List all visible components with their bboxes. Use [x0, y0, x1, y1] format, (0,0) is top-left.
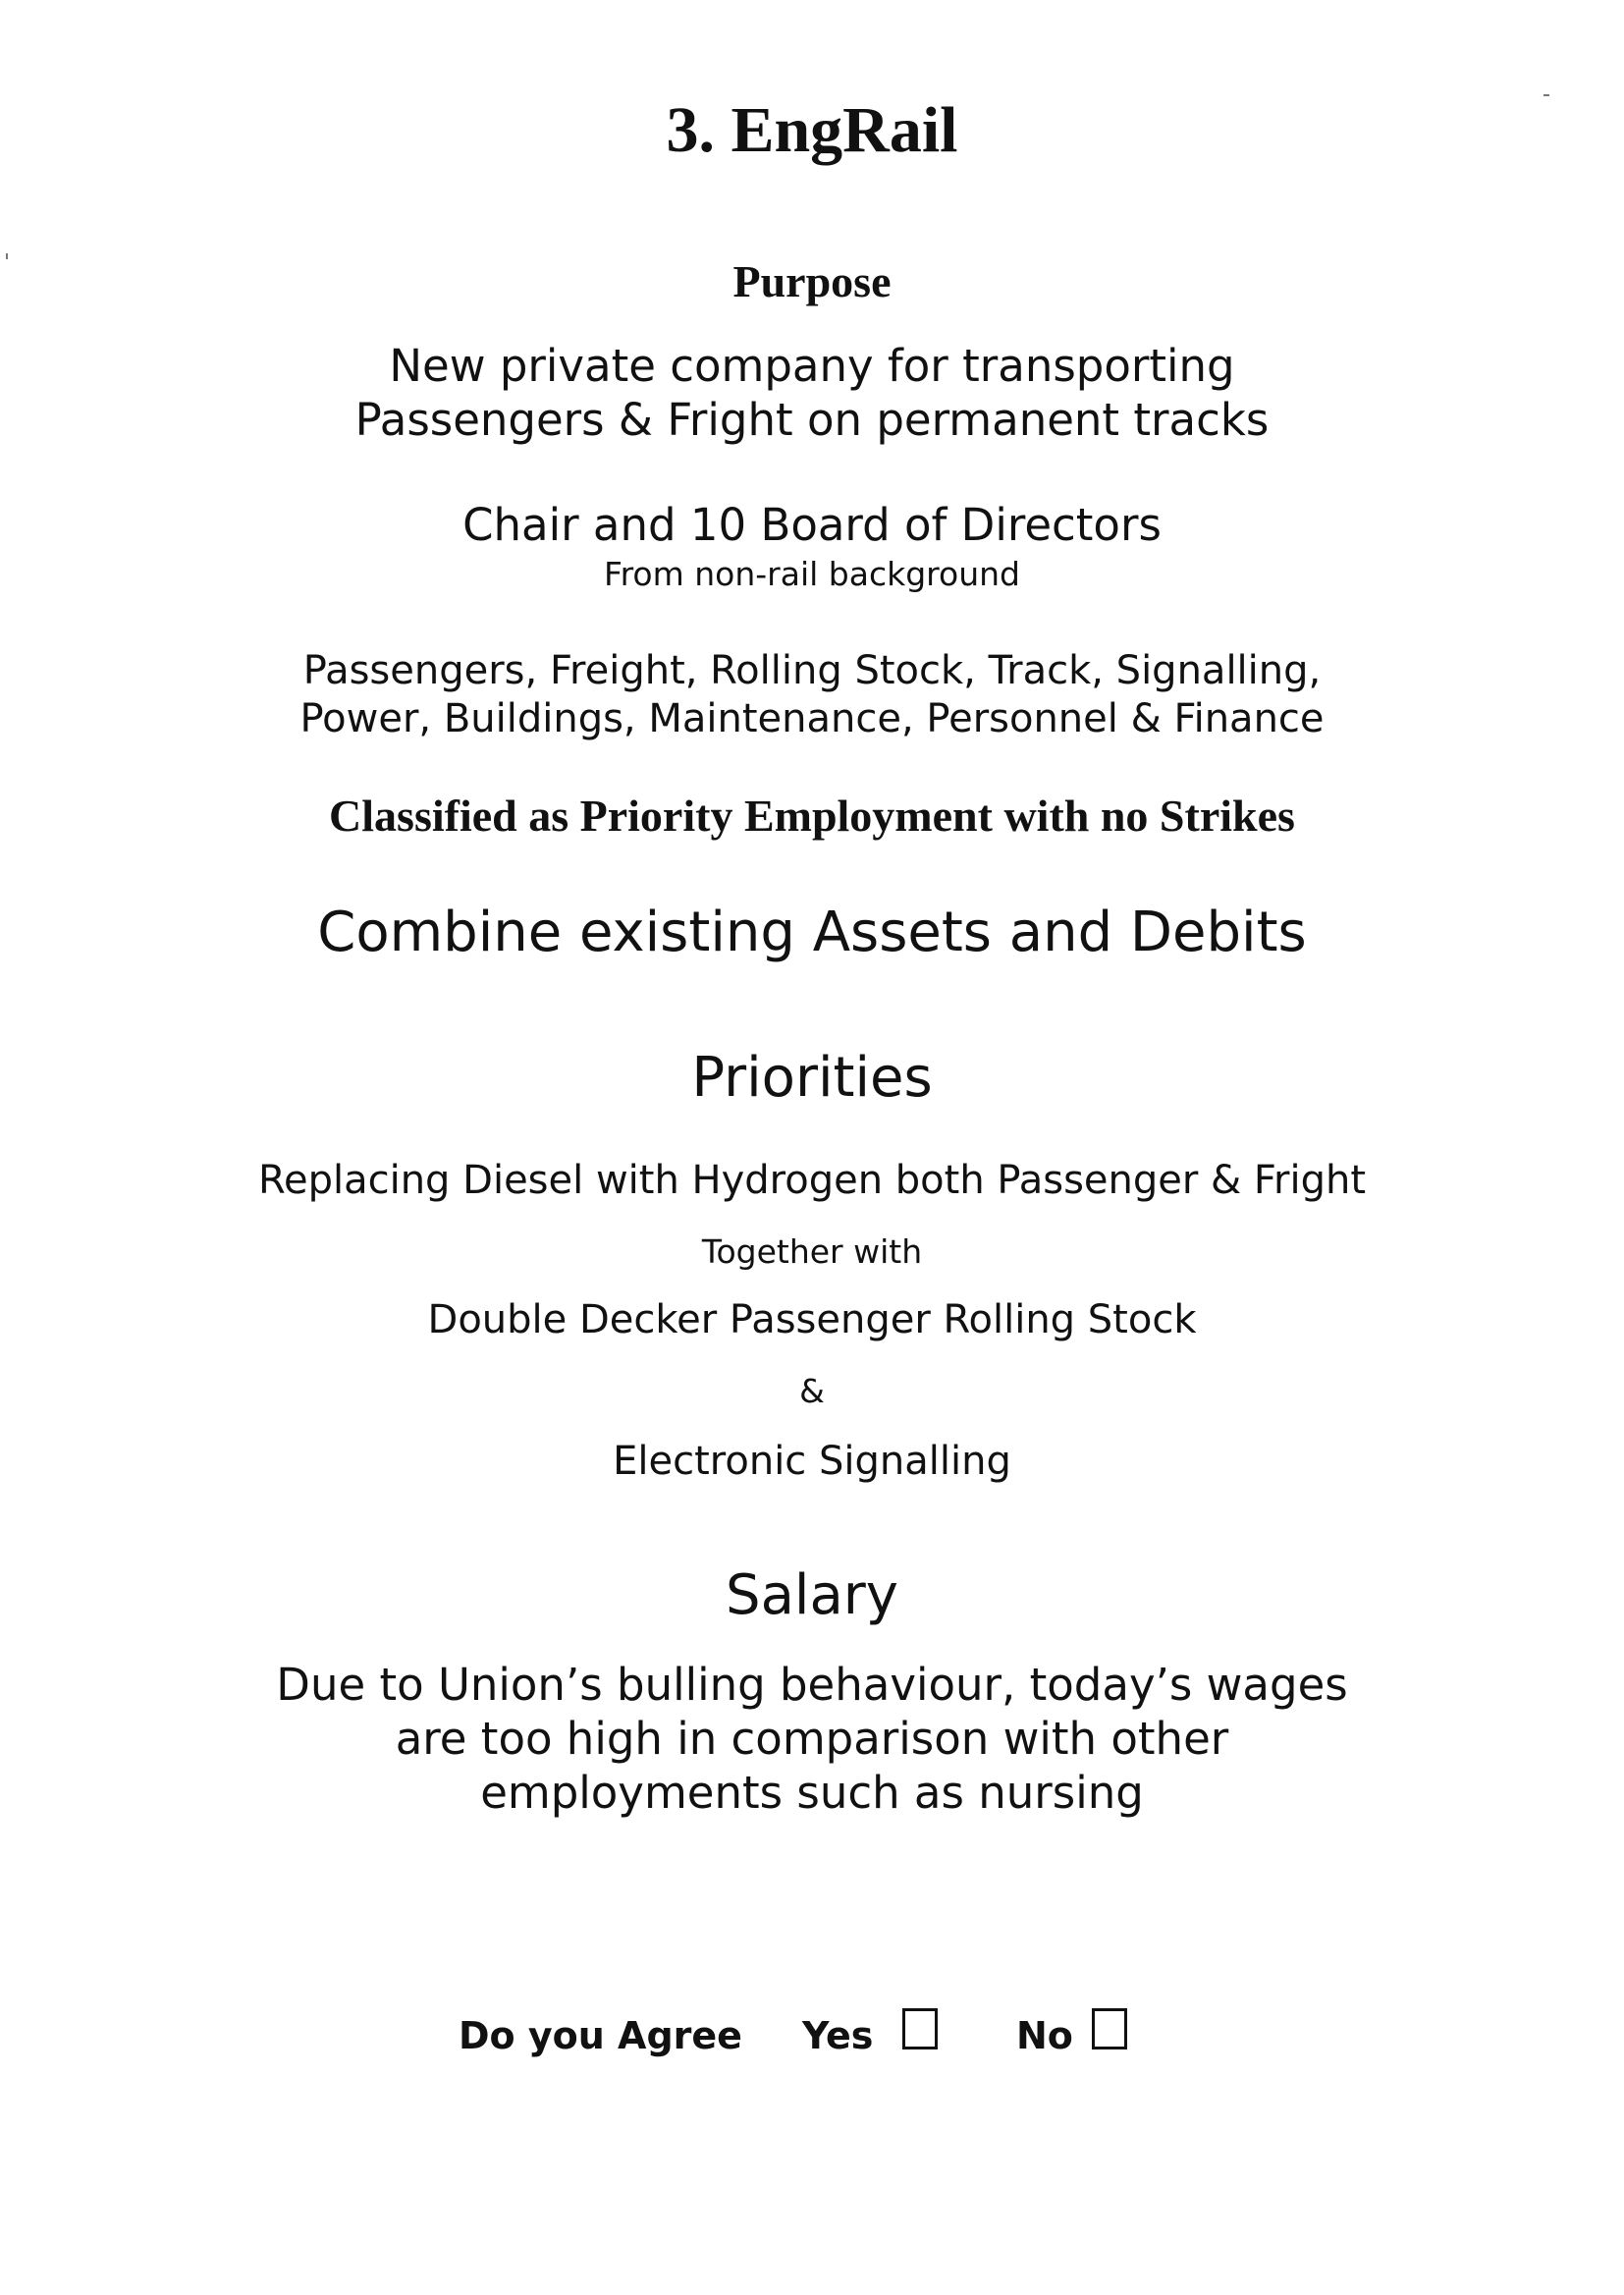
priorities-heading: Priorities	[691, 1046, 933, 1110]
priority-connector: Together with	[701, 1232, 923, 1271]
purpose-line-1: New private company for transporting	[389, 340, 1235, 392]
departments-line-1: Passengers, Freight, Rolling Stock, Track, Signalling,	[302, 648, 1322, 693]
salary-line-2: are too high in comparison with other	[395, 1713, 1229, 1765]
no-checkbox[interactable]	[1092, 2008, 1127, 2049]
priority-item: Double Decker Passenger Rolling Stock	[427, 1297, 1197, 1342]
classified-statement: Classified as Priority Employment with no Strikes	[329, 791, 1295, 841]
purpose-heading: Purpose	[732, 256, 892, 306]
agree-question-label: Do you Agree	[459, 2014, 742, 2057]
priority-item: Electronic Signalling	[613, 1439, 1011, 1484]
salary-heading: Salary	[726, 1563, 898, 1627]
scan-speck	[6, 253, 8, 259]
yes-label: Yes	[802, 2014, 874, 2057]
board-line: Chair and 10 Board of Directors	[462, 499, 1162, 551]
yes-checkbox[interactable]	[902, 2008, 938, 2049]
combine-statement: Combine existing Assets and Debits	[317, 901, 1307, 964]
priority-connector: &	[799, 1372, 825, 1410]
scan-speck	[1543, 94, 1549, 96]
salary-line-1: Due to Union’s bulling behaviour, today’s wages	[276, 1659, 1348, 1711]
no-label: No	[1016, 2014, 1073, 2057]
departments-line-2: Power, Buildings, Maintenance, Personnel & Finance	[299, 696, 1325, 741]
board-subline: From non-rail background	[604, 555, 1020, 593]
salary-line-3: employments such as nursing	[480, 1767, 1144, 1819]
page-title: 3. EngRail	[666, 94, 958, 166]
purpose-line-2: Passengers & Fright on permanent tracks	[354, 394, 1270, 446]
priority-item: Replacing Diesel with Hydrogen both Passenger & Fright	[257, 1158, 1367, 1203]
